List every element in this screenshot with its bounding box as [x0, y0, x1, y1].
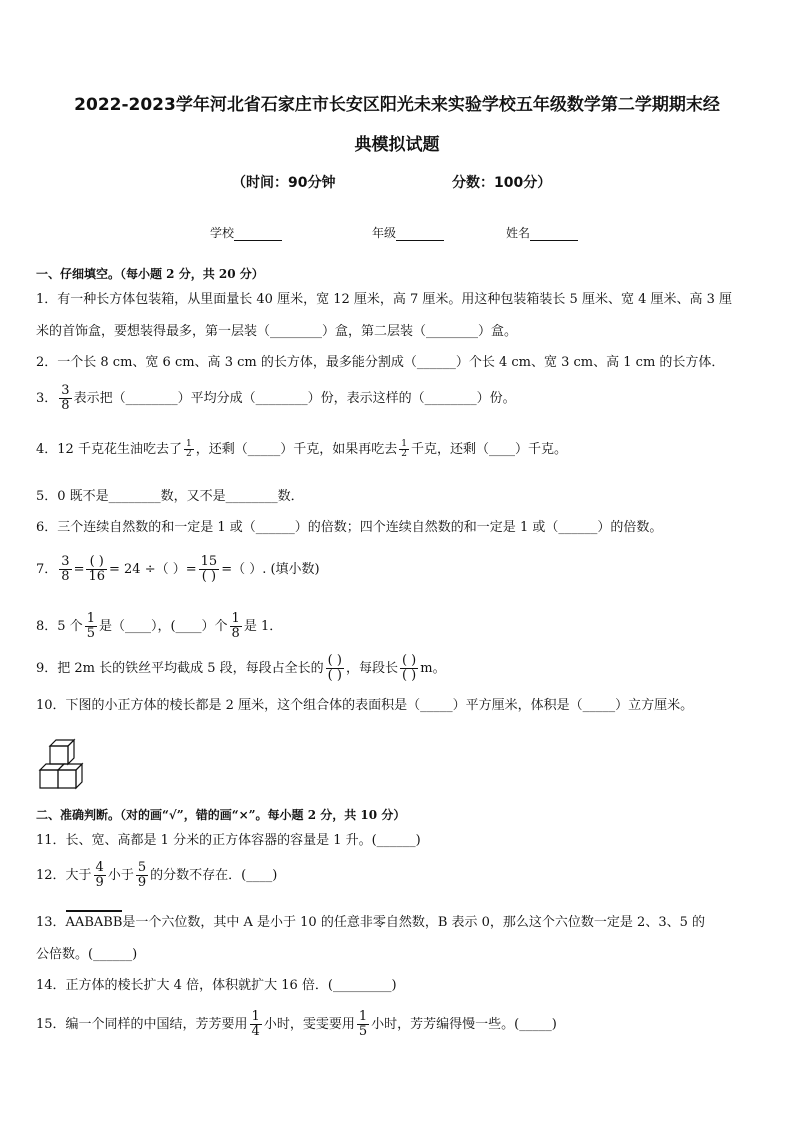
q9-mid: ，每段长 — [345, 661, 398, 676]
section2-heading: 二、准确判断。（对的画“√”，错的画“×”。每小题 2 分，共 10 分） — [36, 808, 406, 822]
q15-f1-den: 4 — [251, 1024, 260, 1039]
q15-mid: 小时，雯雯要用 — [263, 1017, 355, 1032]
grade-field[interactable] — [372, 224, 444, 241]
time-limit: （时间：90分钟 — [232, 175, 336, 191]
q4-fraction-1 — [184, 440, 194, 459]
q12-fraction-2 — [136, 861, 148, 890]
q7-f3-num: 15 — [200, 554, 218, 569]
exam-title-line1: 2022-2023学年河北省石家庄市长安区阳光未来实验学校五年级数学第二学期期末经 — [74, 95, 720, 115]
q7-f2-den: 16 — [88, 569, 106, 584]
q9-f1-num: ( ) — [327, 653, 342, 668]
question-2: 2．一个长 8 cm、宽 6 cm、高 3 cm 的长方体，最多能分割成（______）个长 4 cm、宽 3 cm、高 1 cm 的长方体． — [36, 355, 725, 370]
q12-pre: 12．大于 — [36, 868, 92, 883]
q15-f1-num: 1 — [251, 1009, 260, 1024]
q4-fraction-2 — [399, 440, 409, 459]
question-12 — [36, 861, 760, 890]
q7-equals: = — [73, 562, 85, 577]
q7-f1-num: 3 — [61, 554, 70, 569]
q8-f2-den: 8 — [231, 626, 240, 641]
question-6: 6．三个连续自然数的和一定是 1 或（______）的倍数；四个连续自然数的和一定是 1 或（______）的倍数。 — [36, 520, 663, 535]
q3-fraction-numerator: 3 — [61, 383, 70, 398]
q4-f1-num: 1 — [185, 439, 192, 449]
q13-text: 是一个六位数，其中 A 是小于 10 的任意非零自然数，B 表示 0，那么这个六位数一定是 2、3、5 的 — [122, 915, 706, 930]
q9-fraction-1 — [326, 654, 344, 683]
q4-text-b: ，还剩（_____）千克，如果再吃去 — [195, 442, 398, 457]
q9-f2-den: ( ) — [401, 668, 417, 683]
q9-f2-num: ( ) — [401, 653, 417, 668]
q4-text-c: 千克，还剩（____）千克。 — [410, 442, 567, 457]
q4-text-a: 4．12 千克花生油吃去了 — [36, 442, 182, 457]
q3-text: 表示把（________）平均分成（________）份，表示这样的（________）份。 — [73, 391, 516, 406]
total-score: 分数：100分） — [452, 175, 552, 191]
q7-fraction-1 — [59, 555, 71, 584]
q8-f1-num: 1 — [86, 611, 95, 626]
q8-pre: 8．5 个 — [36, 619, 83, 634]
q3-fraction — [59, 384, 71, 413]
exam-title-line2: 典模拟试题 — [354, 135, 440, 155]
question-9 — [36, 654, 760, 683]
q15-end: 小时，芳芳编得慢一些。(_____) — [371, 1017, 557, 1032]
question-13 — [36, 910, 760, 931]
q15-f2-num: 1 — [358, 1009, 368, 1024]
q8-mid: 是（____），(____）个 — [98, 619, 228, 634]
q12-mid: 小于 — [107, 868, 134, 883]
stacked-cubes-icon — [38, 738, 96, 790]
q12-f1-num: 4 — [95, 860, 104, 875]
q8-end: 是 1． — [243, 619, 283, 634]
section1-heading: 一、仔细填空。（每小题 2 分，共 20 分） — [36, 267, 264, 281]
question-11: 11．长、宽、高都是 1 分米的正方体容器的容量是 1 升。(______) — [36, 833, 421, 848]
q15-fraction-1 — [250, 1010, 262, 1039]
question-15 — [36, 1010, 760, 1039]
question-7 — [36, 555, 760, 584]
question-8 — [36, 612, 760, 641]
q3-number: 3． — [36, 391, 58, 406]
q12-f1-den: 9 — [95, 875, 104, 890]
grade-label: 年级 — [372, 226, 397, 240]
q4-f2-den: 2 — [401, 449, 407, 459]
q9-fraction-2 — [400, 654, 418, 683]
q4-f1-den: 2 — [185, 449, 192, 459]
q8-f1-den: 5 — [86, 626, 95, 641]
q9-pre: 9．把 2m 长的铁丝平均截成 5 段，每段占全长的 — [36, 661, 324, 676]
question-1-line1: 1．有一种长方体包装箱，从里面量长 40 厘米，宽 12 厘米，高 7 厘米。用这种包装箱装长 5 厘米、宽 4 厘米、高 3 厘 — [36, 292, 733, 307]
q12-f2-den: 9 — [137, 875, 147, 890]
q13-number: 13． — [36, 915, 66, 930]
q9-f1-den: ( ) — [327, 668, 342, 683]
q7-fraction-3 — [199, 555, 220, 584]
q4-f2-num: 1 — [401, 439, 407, 449]
q15-pre: 15．编一个同样的中国结，芳芳要用 — [36, 1017, 248, 1032]
q7-end: =（ ）. (填小数) — [221, 562, 320, 577]
question-13-line2: 公倍数。(______) — [36, 947, 138, 962]
q7-fraction-2 — [86, 555, 107, 584]
name-field[interactable] — [506, 224, 578, 241]
question-14: 14．正方体的棱长扩大 4 倍，体积就扩大 16 倍．(_________) — [36, 978, 397, 993]
q13-overlined-number: AABABB — [66, 910, 123, 931]
q7-f3-den: ( ) — [201, 569, 217, 584]
school-field[interactable] — [210, 224, 282, 241]
q8-fraction-1 — [85, 612, 97, 641]
q7-f2-num: ( ) — [86, 555, 107, 570]
name-label: 姓名 — [506, 226, 531, 240]
q9-end: m。 — [420, 661, 446, 676]
q8-fraction-2 — [230, 612, 242, 641]
q12-end: 的分数不存在．(____) — [150, 868, 278, 883]
question-5: 5．0 既不是________数，又不是________数． — [36, 489, 304, 504]
q7-number: 7． — [36, 562, 58, 577]
q7-mid: = 24 ÷（ ）= — [109, 562, 197, 577]
q15-f2-den: 5 — [358, 1024, 368, 1039]
q12-fraction-1 — [94, 861, 106, 890]
school-label: 学校 — [210, 226, 235, 240]
q3-fraction-denominator: 8 — [61, 398, 70, 413]
question-3 — [36, 384, 760, 413]
question-1-line2: 米的首饰盒，要想装得最多，第一层装（________）盒，第二层装（________）盒。 — [36, 324, 518, 339]
q8-f2-num: 1 — [231, 611, 240, 626]
q15-fraction-2 — [357, 1010, 369, 1039]
q7-f1-den: 8 — [61, 569, 70, 584]
question-10: 10．下图的小正方体的棱长都是 2 厘米，这个组合体的表面积是（_____）平方厘米，体积是（_____）立方厘米。 — [36, 698, 694, 713]
question-4 — [36, 440, 760, 459]
q12-f2-num: 5 — [137, 860, 147, 875]
